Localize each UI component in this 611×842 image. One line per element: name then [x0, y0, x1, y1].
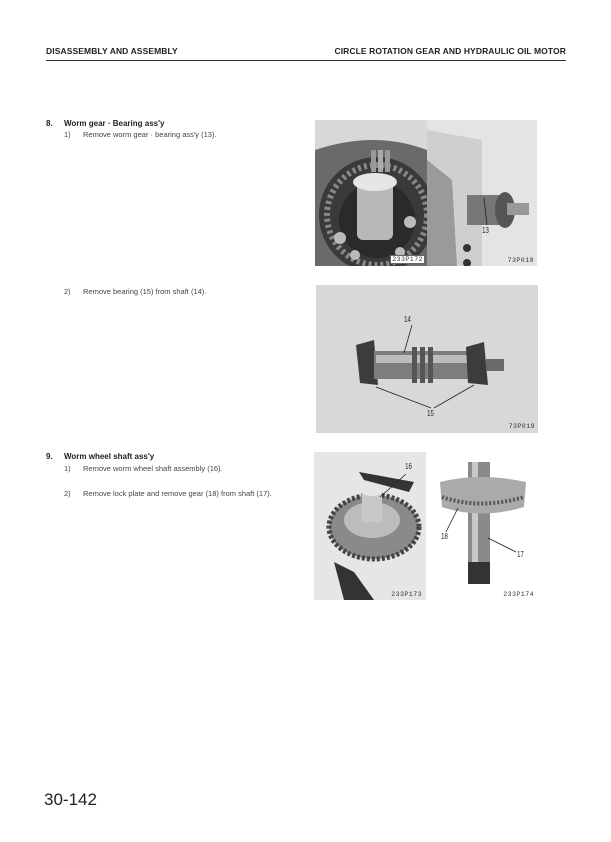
- page-header: [46, 46, 566, 61]
- section-9-step-1-number: 1): [64, 464, 71, 473]
- figure-73p019-photo: [316, 285, 538, 433]
- callout-18: 18: [441, 532, 448, 541]
- callout-14: 14: [404, 315, 411, 324]
- callout-17: 17: [517, 550, 524, 559]
- figure-233p173-caption: 233P173: [391, 591, 422, 598]
- section-8-title: Worm gear · Bearing ass'y: [64, 119, 165, 128]
- section-8-step-1-number: 1): [64, 130, 71, 139]
- figure-233p174-caption: 233P174: [503, 591, 534, 598]
- section-9-step-1-text: Remove worm wheel shaft assembly (16).: [83, 464, 223, 473]
- section-9-title: Worm wheel shaft ass'y: [64, 452, 155, 461]
- page-number: 30-142: [44, 790, 97, 809]
- figure-73p018-caption: 73P018: [507, 257, 534, 264]
- figure-233p174-photo: [428, 452, 538, 600]
- figure-73p019-caption: 73P019: [508, 423, 535, 430]
- callout-13: 13: [482, 226, 489, 235]
- section-9-step-2-text: Remove lock plate and remove gear (18) from shaft (17).: [83, 489, 272, 498]
- header-chapter-title: CIRCLE ROTATION GEAR AND HYDRAULIC OIL MOTOR: [334, 46, 566, 56]
- figure-233p172-photo: [315, 120, 427, 266]
- figure-233p172-caption: 233P172: [392, 256, 423, 263]
- section-8-step-2-text: Remove bearing (15) from shaft (14).: [83, 287, 207, 296]
- section-8-number: 8.: [46, 119, 53, 128]
- header-section-title: DISASSEMBLY AND ASSEMBLY: [46, 46, 178, 56]
- callout-16: 16: [405, 462, 412, 471]
- callout-15: 15: [427, 409, 434, 418]
- figure-73p018-photo: [427, 120, 537, 266]
- section-8-step-1-text: Remove worm gear · bearing ass'y (13).: [83, 130, 217, 139]
- section-8-step-2-number: 2): [64, 287, 71, 296]
- section-9-step-2-number: 2): [64, 489, 71, 498]
- figure-233p173-photo: [314, 452, 426, 600]
- section-9-number: 9.: [46, 452, 53, 461]
